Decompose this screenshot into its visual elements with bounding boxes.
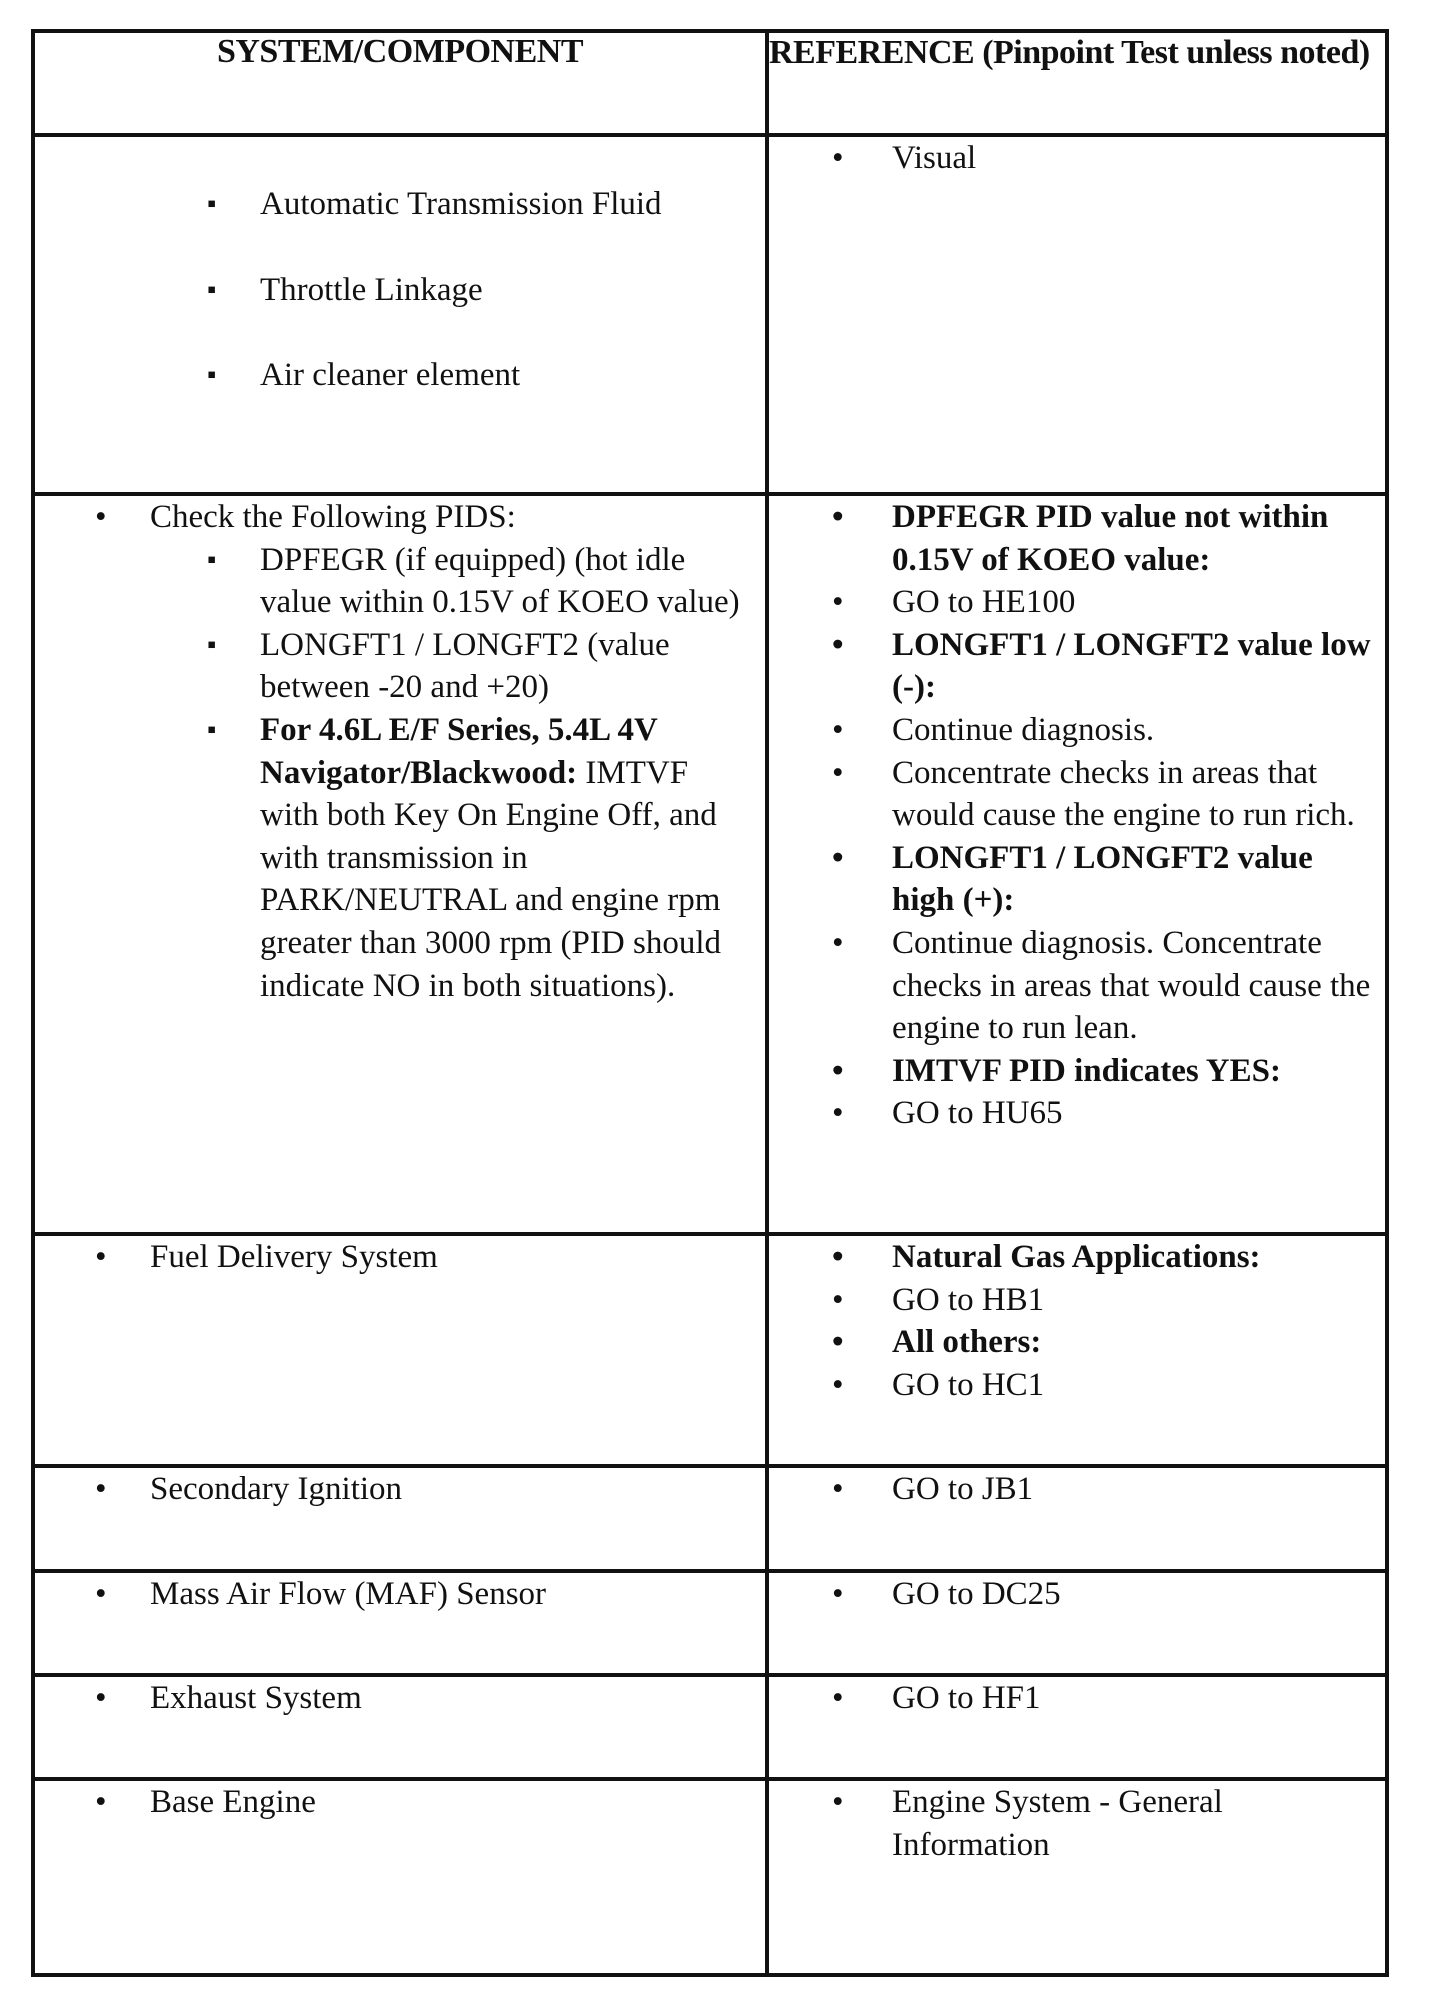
reference-list (769, 1677, 1385, 1720)
component-cell (33, 494, 767, 1234)
list-item: • Continue diagnosis. Concentrate checks in areas that would cause the engine to run lean. (769, 922, 1377, 1050)
component-list (35, 1468, 765, 1511)
list-item: • LONGFT1 / LONGFT2 value high (+): (769, 837, 1377, 922)
header-reference: REFERENCE (Pinpoint Test unless noted) (767, 31, 1387, 135)
component-cell (33, 135, 767, 494)
table-row (33, 1675, 1387, 1779)
list-item: • All others: (769, 1321, 1385, 1364)
list-item: • Secondary Ignition (35, 1468, 765, 1511)
table-row (33, 135, 1387, 494)
reference-list (769, 1573, 1385, 1616)
component-list (35, 1236, 765, 1279)
list-item: ▪ Throttle Linkage (35, 269, 765, 312)
list-item: • Base Engine (35, 1781, 765, 1824)
table-row (33, 494, 1387, 1234)
component-cell (33, 1234, 767, 1466)
header-system-component: SYSTEM/COMPONENT (33, 31, 767, 135)
reference-list (769, 496, 1385, 1135)
component-cell (33, 1675, 767, 1779)
list-item: • Continue diagnosis. (769, 709, 1377, 752)
sub-item-list (35, 539, 765, 1008)
list-item: • Natural Gas Applications: (769, 1236, 1385, 1279)
header-row (33, 31, 1387, 135)
list-item: • DPFEGR PID value not within 0.15V of KOEO value: (769, 496, 1377, 581)
table-row (33, 1466, 1387, 1571)
list-item: • GO to HB1 (769, 1279, 1385, 1322)
list-item: • GO to DC25 (769, 1573, 1385, 1616)
bold-item-label: For 4.6L E/F Series, 5.4L 4V Navigator/Blackwood: (260, 711, 658, 791)
reference-list (769, 1781, 1385, 1866)
reference-cell (767, 1571, 1387, 1675)
list-item: • Concentrate checks in areas that would cause the engine to run rich. (769, 752, 1377, 837)
list-item: ▪ DPFEGR (if equipped) (hot idle value within 0.15V of KOEO value) (35, 539, 745, 624)
list-item: • Exhaust System (35, 1677, 765, 1720)
reference-list (769, 137, 1385, 180)
list-item: • Mass Air Flow (MAF) Sensor (35, 1573, 765, 1616)
reference-cell (767, 135, 1387, 494)
list-item: • GO to HU65 (769, 1092, 1377, 1135)
reference-cell (767, 494, 1387, 1234)
item-text: IMTVF with both Key On Engine Off, and with transmission in PARK/NEUTRAL and engine rpm greater than 3000 rpm (PID should indicate NO in both situations). (260, 754, 721, 1004)
list-item: • Engine System - General Information (769, 1781, 1325, 1866)
diagnostic-table (31, 29, 1389, 1977)
reference-cell (767, 1779, 1387, 1975)
list-item: • GO to HC1 (769, 1364, 1385, 1407)
table-row (33, 1234, 1387, 1466)
list-item: • Fuel Delivery System (35, 1236, 765, 1279)
list-item: • Visual (769, 137, 1385, 180)
list-item (35, 709, 745, 1007)
list-item: • Check the Following PIDS: (35, 496, 765, 539)
list-item: • GO to HE100 (769, 581, 1377, 624)
component-cell (33, 1571, 767, 1675)
table-row (33, 1571, 1387, 1675)
list-item: • LONGFT1 / LONGFT2 value low (-): (769, 624, 1377, 709)
component-list (35, 1781, 765, 1824)
list-item: • IMTVF PID indicates YES: (769, 1050, 1377, 1093)
reference-list (769, 1468, 1385, 1511)
list-item: • GO to HF1 (769, 1677, 1385, 1720)
reference-cell (767, 1675, 1387, 1779)
list-item: ▪ LONGFT1 / LONGFT2 (value between -20 and +20) (35, 624, 745, 709)
list-item: • GO to JB1 (769, 1468, 1385, 1511)
component-list (35, 1573, 765, 1616)
reference-cell (767, 1466, 1387, 1571)
list-item: ▪ Air cleaner element (35, 354, 765, 397)
table-row (33, 1779, 1387, 1975)
component-list (35, 496, 765, 539)
component-cell (33, 1779, 767, 1975)
component-list (35, 1677, 765, 1720)
sub-item-list (35, 137, 765, 397)
reference-cell (767, 1234, 1387, 1466)
list-item: ▪ Automatic Transmission Fluid (35, 183, 765, 226)
reference-list (769, 1236, 1385, 1406)
component-cell (33, 1466, 767, 1571)
